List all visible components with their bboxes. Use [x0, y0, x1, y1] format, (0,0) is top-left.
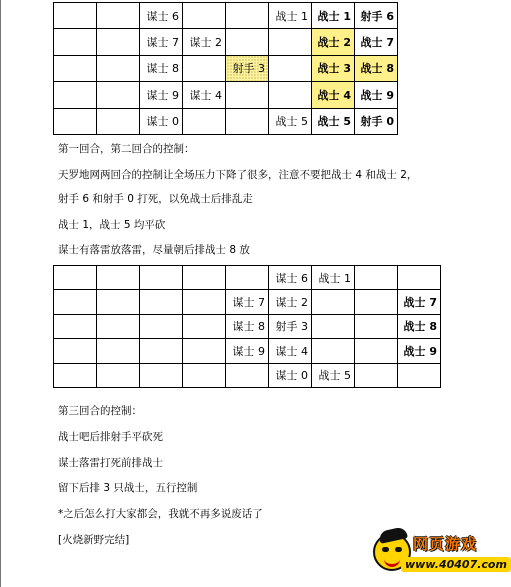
note-text: 留下后排 3 只战士，五行控制: [58, 482, 198, 494]
note-text: 战士 1，战士 5 均平砍: [58, 219, 166, 231]
cell: [97, 29, 140, 55]
cell: 谋士 6: [269, 266, 312, 290]
note-text: 第一回合，第二回合的控制：: [58, 143, 195, 155]
site-logo: [373, 529, 507, 585]
table-row: [54, 339, 441, 363]
cell: [54, 266, 97, 290]
cell: [97, 339, 140, 363]
cell: 谋士 0: [140, 108, 183, 134]
cell: [54, 55, 97, 81]
cell: [226, 363, 269, 387]
cell: [97, 266, 140, 290]
cell: [183, 339, 226, 363]
cell: [269, 55, 312, 81]
cell: 谋士 4: [183, 82, 226, 108]
cell: [54, 314, 97, 338]
cell: [312, 339, 355, 363]
page-edge: [0, 0, 1, 587]
cell: 谋士 8: [140, 55, 183, 81]
cell: 谋士 7: [226, 290, 269, 314]
cell: [54, 108, 97, 134]
cell: 谋士 6: [140, 3, 183, 29]
table-row: [54, 290, 441, 314]
cell: 战士 3: [312, 55, 355, 81]
cell: 射手 0: [355, 108, 398, 134]
cell: [269, 29, 312, 55]
cell: 战士 7: [355, 29, 398, 55]
cell: [183, 363, 226, 387]
cell: 谋士 9: [140, 82, 183, 108]
cell: [226, 3, 269, 29]
cell: [183, 290, 226, 314]
note-text: 射手 6 和射手 0 打死，以免战士后排乱走: [58, 193, 253, 205]
cell: [97, 55, 140, 81]
cell: [97, 314, 140, 338]
cell: [226, 266, 269, 290]
cell: 战士 9: [355, 82, 398, 108]
cell: [398, 363, 441, 387]
cell: [183, 266, 226, 290]
cell: 射手 3: [269, 314, 312, 338]
cell: [355, 266, 398, 290]
cell: [54, 82, 97, 108]
cell: 战士 5: [312, 363, 355, 387]
cell: [312, 290, 355, 314]
cell: [54, 29, 97, 55]
table-row: [54, 314, 441, 338]
table-row: [54, 82, 398, 108]
formation-table-2: [53, 265, 441, 388]
cell: [140, 363, 183, 387]
cell: [355, 290, 398, 314]
cell: [355, 339, 398, 363]
cell: [398, 266, 441, 290]
cell: [183, 108, 226, 134]
table-row: [54, 266, 441, 290]
cell: 战士 1: [312, 266, 355, 290]
cell: [54, 339, 97, 363]
cell: 战士 1: [269, 3, 312, 29]
cell: 谋士 8: [226, 314, 269, 338]
logo-url: www.40407.com: [401, 557, 511, 572]
cell: 战士 5: [269, 108, 312, 134]
note-text: 谋士有落雷放落雷，尽量朝后排战士 8 放: [58, 244, 250, 256]
table-row: [54, 108, 398, 134]
cell: 谋士 0: [269, 363, 312, 387]
note-text: *之后怎么打大家都会，我就不再多说废话了: [58, 508, 263, 520]
note-text: 第三回合的控制：: [58, 405, 142, 417]
cell: [97, 3, 140, 29]
cell: [183, 55, 226, 81]
cell: [140, 290, 183, 314]
cell: [355, 314, 398, 338]
table-row: [54, 55, 398, 81]
cell: 谋士 2: [183, 29, 226, 55]
cell: [97, 82, 140, 108]
cell: 战士 9: [398, 339, 441, 363]
cell: [183, 3, 226, 29]
cell: [97, 363, 140, 387]
note-text: [火烧新野完结]: [58, 534, 130, 546]
cell: [54, 3, 97, 29]
formation-table-1: [53, 2, 398, 135]
cell: [140, 339, 183, 363]
cell: 谋士 9: [226, 339, 269, 363]
cell: [226, 29, 269, 55]
cell: [140, 266, 183, 290]
table-row: [54, 3, 398, 29]
note-text: 战士吧后排射手平砍死: [58, 431, 163, 443]
cell: [140, 314, 183, 338]
cell: 谋士 2: [269, 290, 312, 314]
cell: [355, 363, 398, 387]
table-row: [54, 363, 441, 387]
cell: [54, 363, 97, 387]
cell: [226, 82, 269, 108]
cell: [226, 108, 269, 134]
cell: [54, 290, 97, 314]
cell: [269, 82, 312, 108]
cell: 战士 1: [312, 3, 355, 29]
cell: 战士 7: [398, 290, 441, 314]
cell: 战士 4: [312, 82, 355, 108]
cell: 谋士 4: [269, 339, 312, 363]
cell: [97, 108, 140, 134]
note-text: 谋士落雷打死前排战士: [58, 457, 163, 469]
note-text: 天罗地网两回合的控制让全场压力下降了很多，注意不要把战士 4 和战士 2，: [58, 169, 418, 181]
cell: 战士 8: [398, 314, 441, 338]
cell: 射手 3: [226, 55, 269, 81]
cell: [183, 314, 226, 338]
table-row: [54, 29, 398, 55]
cell: 战士 5: [312, 108, 355, 134]
cell: [97, 290, 140, 314]
cell: 战士 2: [312, 29, 355, 55]
cell: 射手 6: [355, 3, 398, 29]
logo-title: 网页游戏: [413, 535, 478, 553]
cell: 谋士 7: [140, 29, 183, 55]
cell: 战士 8: [355, 55, 398, 81]
cell: [312, 314, 355, 338]
